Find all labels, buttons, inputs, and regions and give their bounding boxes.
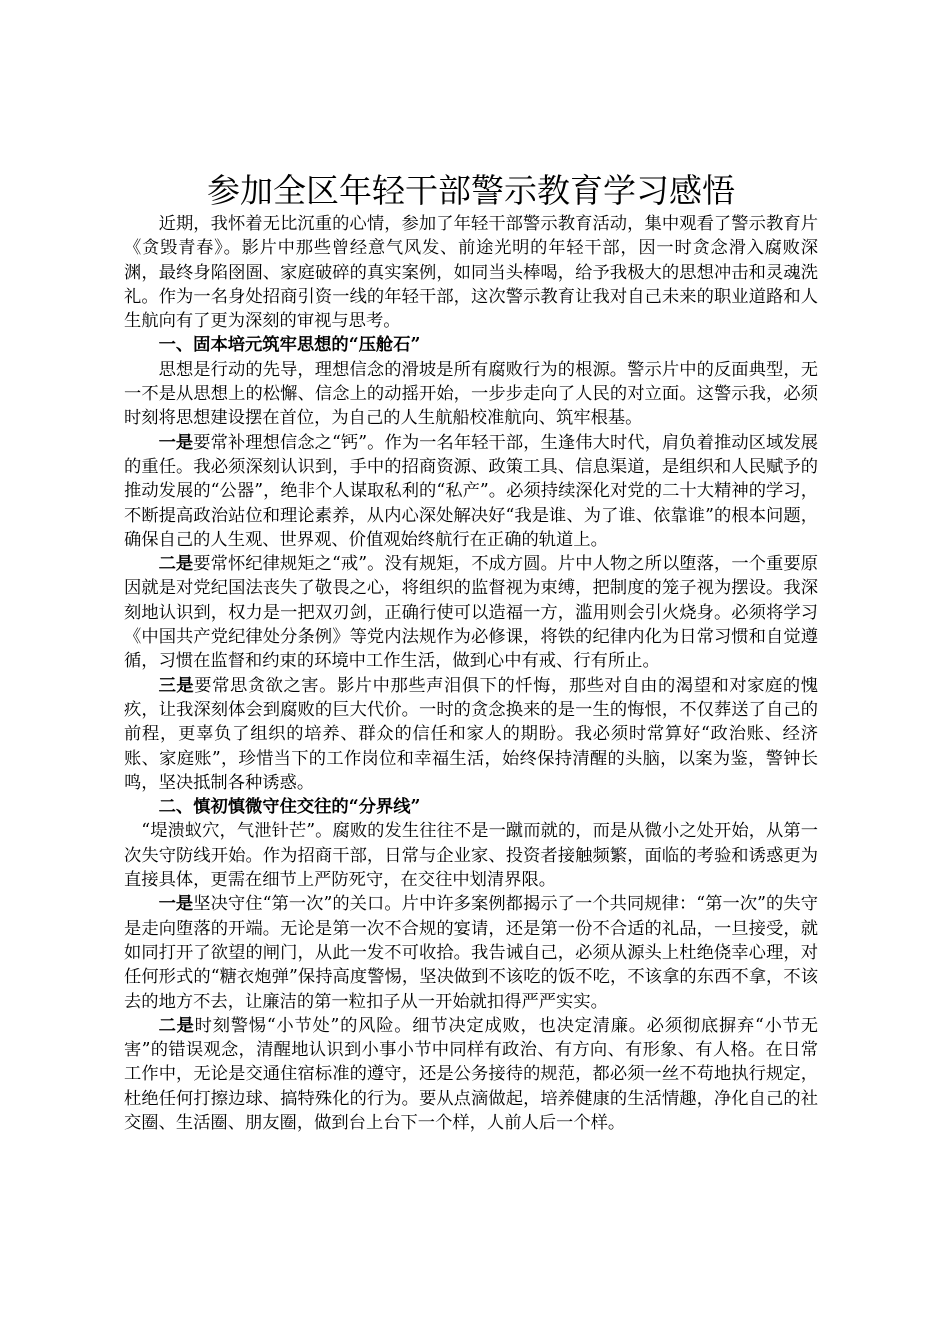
document-title: 参加全区年轻干部警示教育学习感悟	[207, 171, 735, 210]
section-1-heading: 一、固本培元筑牢思想的“压舱石”	[158, 335, 421, 356]
document-page	[124, 170, 818, 1135]
section-2-point-1	[124, 892, 818, 1013]
point-lead-label: 一是	[158, 432, 194, 453]
section-2-heading: 二、慎初慎微守住交往的“分界线”	[158, 797, 421, 818]
point-text: 要常补理想信念之“钙”。作为一名年轻干部，生逢伟大时代，肩负着推动区域发展的重任。我必须深刻认识到，手中的招商资源、政策工具、信息渠道，是组织和人民赋予的推动发展的“公器”，绝非个人谋取私利的“私产”。必须持续深化对党的二十大精神的学习，不断提高政治站位和理论素养，从内心深处解决好“我是谁、为了谁、依靠谁”的根本问题，确保自己的人生观、世界观、价值观始终航行在正确的轨道上。	[124, 432, 818, 550]
section-2-point-2	[124, 1014, 818, 1135]
section-1-point-2	[124, 552, 818, 673]
point-text: 要常思贪欲之害。影片中那些声泪俱下的忏悔，那些对自由的渴望和对家庭的愧疚，让我深刻体会到腐败的巨大代价。一时的贪念换来的是一生的悔恨，不仅葬送了自己的前程，更辜负了组织的培养、群众的信任和家人的期盼。我必须时常算好“政治账、经济账、家庭账”，珍惜当下的工作岗位和幸福生活，始终保持清醒的头脑，以案为鉴，警钟长鸣，坚决抵制各种诱惑。	[124, 675, 818, 793]
point-lead-label: 二是	[158, 554, 194, 575]
point-text: 时刻警惕“小节处”的风险。细节决定成败，也决定清廉。必须彻底摒弃“小节无害”的错误观念，清醒地认识到小事小节中同样有政治、有方向、有形象、有人格。在日常工作中，无论是交通住宿标准的遵守，还是公务接待的规范，都必须一丝不苟地执行规定，杜绝任何打擦边球、搞特殊化的行为。要从点滴做起，培养健康的生活情趣，净化自己的社交圈、生活圈、朋友圈，做到台上台下一个样，人前人后一个样。	[124, 1015, 818, 1133]
point-lead-label: 二是	[158, 1015, 195, 1036]
section-2-intro: “堤溃蚁穴，气泄针芒”。腐败的发生往往不是一蹴而就的，而是从微小之处开始，从第一次失守防线开始。作为招商干部，日常与企业家、投资者接触频繁，面临的考验和诱惑更为直接具体，更需在细节上严防死守，在交往中划清界限。	[124, 821, 818, 891]
point-lead-label: 一是	[158, 894, 194, 915]
intro-paragraph: 近期，我怀着无比沉重的心情，参加了年轻干部警示教育活动，集中观看了警示教育片《贪毁青春》。影片中那些曾经意气风发、前途光明的年轻干部，因一时贪念滑入腐败深渊，最终身陷囹圄、家庭破碎的真实案例，如同当头棒喝，给予我极大的思想冲击和灵魂洗礼。作为一名身处招商引资一线的年轻干部，这次警示教育让我对自己未来的职业道路和人生航向有了更为深刻的审视与思考。	[124, 214, 818, 332]
point-text: 要常怀纪律规矩之“戒”。没有规矩，不成方圆。片中人物之所以堕落，一个重要原因就是对党纪国法丧失了敬畏之心，将组织的监督视为束缚，把制度的笼子视为摆设。我深刻地认识到，权力是一把双刃剑，正确行使可以造福一方，滥用则会引火烧身。必须将学习《中国共产党纪律处分条例》等党内法规作为必修课，将铁的纪律内化为日常习惯和自觉遵循，习惯在监督和约束的环境中工作生活，做到心中有戒、行有所止。	[124, 554, 818, 672]
point-text: 坚决守住“第一次”的关口。片中许多案例都揭示了一个共同规律：“第一次”的失守是走向堕落的开端。无论是第一次不合规的宴请，还是第一份不合适的礼品，一旦接受，就如同打开了欲望的闸门，从此一发不可收拾。我告诫自己，必须从源头上杜绝侥幸心理，对任何形式的“糖衣炮弹”保持高度警惕，坚决做到不该吃的饭不吃，不该拿的东西不拿，不该去的地方不去，让廉洁的第一粒扣子从一开始就扣得严严实实。	[124, 894, 818, 1012]
section-1-point-1	[124, 431, 818, 552]
point-lead-label: 三是	[158, 675, 195, 696]
section-1-intro: 思想是行动的先导，理想信念的滑坡是所有腐败行为的根源。警示片中的反面典型，无一不是从思想上的松懈、信念上的动摇开始，一步步走向了人民的对立面。这警示我，必须时刻将思想建设摆在首位，为自己的人生航船校准航向、筑牢根基。	[124, 359, 818, 429]
section-1-point-3	[124, 674, 818, 795]
